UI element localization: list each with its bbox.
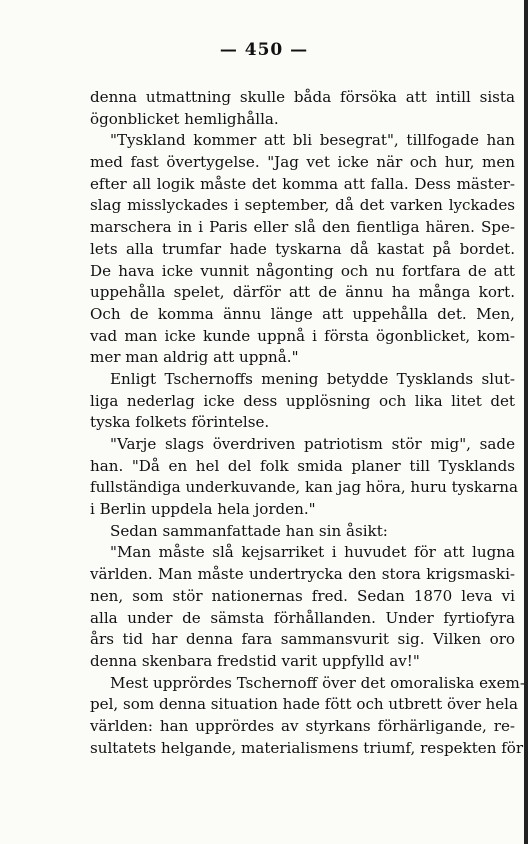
text-line: Sedan sammanfattade han sin åsikt: — [110, 521, 388, 540]
text-line: Mest upprördes Tschernoff över det omoraliska exem- — [110, 673, 525, 692]
text-line: efter all logik måste det komma att falla. Dess mäster- — [90, 174, 515, 193]
text-line: han. "Då en hel del folk smida planer till Tysklands — [90, 456, 515, 475]
page-number: — 450 — — [219, 40, 309, 60]
text-line: ögonblicket hemlighålla. — [90, 109, 279, 128]
text-line: slag misslyckades i september, då det varken lyckades — [90, 196, 515, 215]
body-text — [90, 87, 525, 759]
text-line: "Tyskland kommer att bli besegrat", tillfogade han — [110, 131, 515, 150]
text-line: alla under de sämsta förhållanden. Under fyrtiofyra — [90, 608, 515, 627]
text-line: lets alla trumfar hade tyskarna då kastat på bordet. — [90, 239, 515, 258]
text-line: De hava icke vunnit någonting och nu fortfara de att — [90, 261, 515, 280]
text-line: fullständiga underkuvande, kan jag höra, huru tyskarna — [90, 478, 519, 497]
text-line: "Man måste slå kejsarriket i huvudet för att lugna — [110, 543, 515, 562]
text-line: världen: han upprördes av styrkans förhärligande, re- — [90, 716, 515, 735]
scan-edge-shadow — [524, 0, 528, 844]
text-line: denna utmattning skulle båda försöka att intill sista — [90, 88, 515, 106]
text-line: vad man icke kunde uppnå i första ögonblicket, kom- — [90, 326, 515, 345]
text-line: sultatets helgande, materialismens triumf, respekten för — [90, 738, 524, 757]
text-line: års tid har denna fara sammansvurit sig. Vilken oro — [90, 630, 515, 649]
text-line: uppehålla spelet, därför att de ännu ha många kort. — [90, 283, 515, 302]
text-line: med fast övertygelse. "Jag vet icke när och hur, men — [90, 153, 515, 172]
text-line: Enligt Tschernoffs mening betydde Tysklands slut- — [110, 369, 515, 388]
text-line: världen. Man måste undertrycka den stora krigsmaski- — [90, 565, 515, 584]
text-line: "Varje slags överdriven patriotism stör mig", sade — [110, 435, 515, 453]
text-line: denna skenbara fredstid varit uppfylld av!" — [90, 651, 420, 670]
text-line: pel, som denna situation hade fött och utbrett över hela — [90, 695, 518, 714]
text-line: i Berlin uppdela hela jorden." — [90, 500, 316, 519]
text-line: tyska folkets förintelse. — [90, 413, 270, 432]
text-line: mer man aldrig att uppnå." — [90, 348, 299, 367]
text-line: nen, som stör nationernas fred. Sedan 1870 leva vi — [90, 586, 515, 605]
text-line: marschera in i Paris eller slå den fientliga hären. Spe- — [90, 218, 515, 237]
text-line: liga nederlag icke dess upplösning och lika litet det — [90, 391, 515, 410]
text-line: Och de komma ännu länge att uppehålla det. Men, — [90, 304, 515, 323]
